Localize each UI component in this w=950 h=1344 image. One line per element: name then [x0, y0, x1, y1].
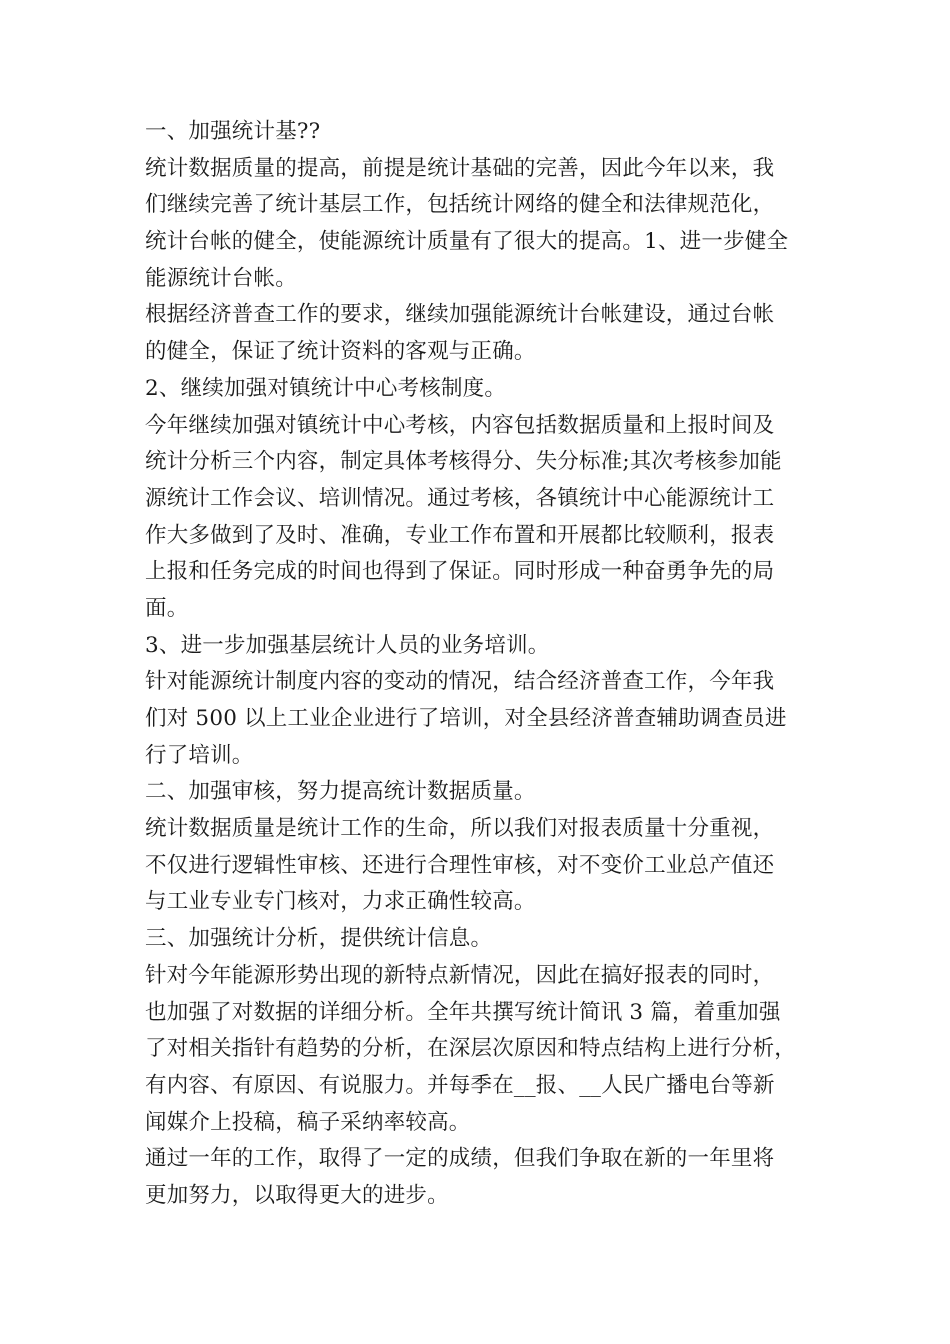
paragraph-line: 能源统计台帐。 [145, 265, 297, 291]
paragraph-line: 与工业专业专门核对，力求正确性较高。 [145, 889, 536, 915]
paragraph-line: 不仅进行逻辑性审核、还进行合理性审核，对不变价工业总产值还 [145, 852, 775, 878]
heading-1: 一、加强统计基?? [145, 119, 321, 144]
paragraph-line: 统计台帐的健全，使能源统计质量有了很大的提高。1、进一步健全 [145, 229, 789, 255]
paragraph-line: 针对今年能源形势出现的新特点新情况，因此在搞好报表的同时， [145, 962, 775, 988]
paragraph-line: 更加努力，以取得更大的进步。 [145, 1182, 449, 1208]
paragraph-line: 通过一年的工作，取得了一定的成绩，但我们争取在新的一年里将 [145, 1146, 775, 1172]
subheading-2: 2、继续加强对镇统计中心考核制度。 [145, 375, 507, 401]
paragraph-line: 面。 [145, 595, 189, 621]
subheading-3: 3、进一步加强基层统计人员的业务培训。 [145, 632, 550, 658]
paragraph-line: 统计数据质量是统计工作的生命，所以我们对报表质量十分重视， [145, 816, 775, 842]
paragraph-line: 们对 500 以上工业企业进行了培训，对全县经济普查辅助调查员进 [145, 706, 787, 731]
paragraph-line: 针对能源统计制度内容的变动的情况，结合经济普查工作，今年我 [145, 669, 775, 695]
paragraph-line: 统计数据质量的提高，前提是统计基础的完善，因此今年以来，我 [145, 155, 775, 181]
paragraph-line: 作大多做到了及时、准确，专业工作布置和开展都比较顺利，报表 [145, 522, 775, 548]
document-body [145, 114, 845, 1215]
paragraph-line: 也加强了对数据的详细分析。全年共撰写统计简讯 3 篇，着重加强 [145, 999, 781, 1025]
paragraph-line: 上报和任务完成的时间也得到了保证。同时形成一种奋勇争先的局 [145, 559, 775, 585]
paragraph-line: 闻媒介上投稿，稿子采纳率较高。 [145, 1109, 471, 1135]
heading-3: 三、加强统计分析，提供统计信息。 [145, 926, 493, 952]
paragraph-line: 根据经济普查工作的要求，继续加强能源统计台帐建设，通过台帐 [145, 302, 775, 328]
paragraph-line: 有内容、有原因、有说服力。并每季在__报、__人民广播电台等新 [145, 1072, 775, 1098]
heading-2: 二、加强审核，努力提高统计数据质量。 [145, 779, 536, 805]
paragraph-line: 的健全，保证了统计资料的客观与正确。 [145, 339, 536, 365]
paragraph-line: 了对相关指针有趋势的分析，在深层次原因和特点结构上进行分析， [145, 1036, 797, 1062]
paragraph-line: 今年继续加强对镇统计中心考核，内容包括数据质量和上报时间及 [145, 412, 775, 438]
paragraph-line: 统计分析三个内容，制定具体考核得分、失分标准;其次考核参加能 [145, 449, 782, 475]
paragraph-line: 行了培训。 [145, 742, 254, 768]
paragraph-line: 们继续完善了统计基层工作，包括统计网络的健全和法律规范化， [145, 192, 775, 218]
paragraph-line: 源统计工作会议、培训情况。通过考核，各镇统计中心能源统计工 [145, 485, 775, 511]
